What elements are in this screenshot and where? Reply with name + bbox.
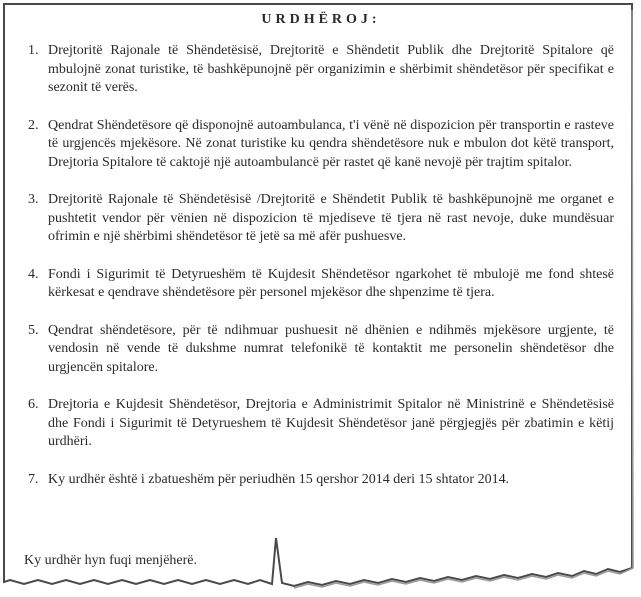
list-item xyxy=(24,266,614,303)
item-text: Ky urdhër është i zbatueshëm për periudhën 15 qershor 2014 deri 15 shtator 2014. xyxy=(48,471,510,487)
item-text: Drejtoritë Rajonale të Shëndetësisë /Drejtoritë e Shëndetit Publik të bashkëpunojnë me organet e pushtetit vendor për vënien në dispozicion të mjediseve të tjera në rast nevoje, duke mundësuar ofrimin e një shërbimi shëndetësor të jetë sa më afër pushuesve. xyxy=(48,192,614,244)
document-title: URDHËROJ: xyxy=(261,12,381,27)
item-number: 2. xyxy=(28,117,39,133)
order-list xyxy=(24,42,614,489)
list-item xyxy=(24,191,614,247)
item-text: Qendrat Shëndetësore që disponojnë autoambulanca, t'i vënë në dispozicion për transportin e rasteve të urgjencës mjekësore. Në zonat turistike ku qendra shëndetësore nuk e mbulon dot këtë transport, Drejtoria Spitalore të caktojë një autoambulancë për rastet që kanë nevojë për trajtim spitalor. xyxy=(48,117,614,170)
item-text: Drejtoria e Kujdesit Shëndetësor, Drejtoria e Administrimit Spitalor në Ministrinë e Shëndetësisë dhe Fondi i Sigurimit të Detyrueshem të Kujdesit Shëndetësor janë përgjegjës për zbatimin e këtij urdhëri. xyxy=(48,397,614,449)
list-item xyxy=(24,471,614,490)
list-item xyxy=(24,322,614,378)
closing-statement: Ky urdhër hyn fuqi menjëherë. xyxy=(24,553,197,568)
item-number: 1. xyxy=(28,43,39,58)
list-item xyxy=(24,396,614,452)
document-page xyxy=(2,2,634,590)
item-number: 6. xyxy=(28,397,39,412)
item-number: 5. xyxy=(28,322,39,338)
item-text: Drejtoritë Rajonale të Shëndetësisë, Drejtoritë e Shëndetit Publik dhe Drejtoritë Spitalore që mbulojnë zonat turistike, të bashkëpunojnë për organizimin e shërbimit shëndetësor për specifikat e sezonit të verës. xyxy=(48,43,614,95)
item-text: Fondi i Sigurimit të Detyrueshëm të Kujdesit Shëndetësor ngarkohet të mbulojë me fond shtesë kërkesat e qendrave shëndetësore për personel mjekësor dhe shpenzime të tjera. xyxy=(48,266,614,300)
item-number: 3. xyxy=(28,192,39,207)
document-content xyxy=(24,12,614,508)
item-number: 4. xyxy=(28,266,39,282)
list-item xyxy=(24,42,614,98)
item-number: 7. xyxy=(28,471,39,487)
item-text: Qendrat shëndetësore, për të ndihmuar pushuesit në dhënien e ndihmës mjekësore urgjente, të vendosin në vende të dukshme numrat telefonikë të kontaktit me personelin shëndetësor dhe urgjencën spitalore. xyxy=(48,322,614,375)
list-item xyxy=(24,117,614,173)
